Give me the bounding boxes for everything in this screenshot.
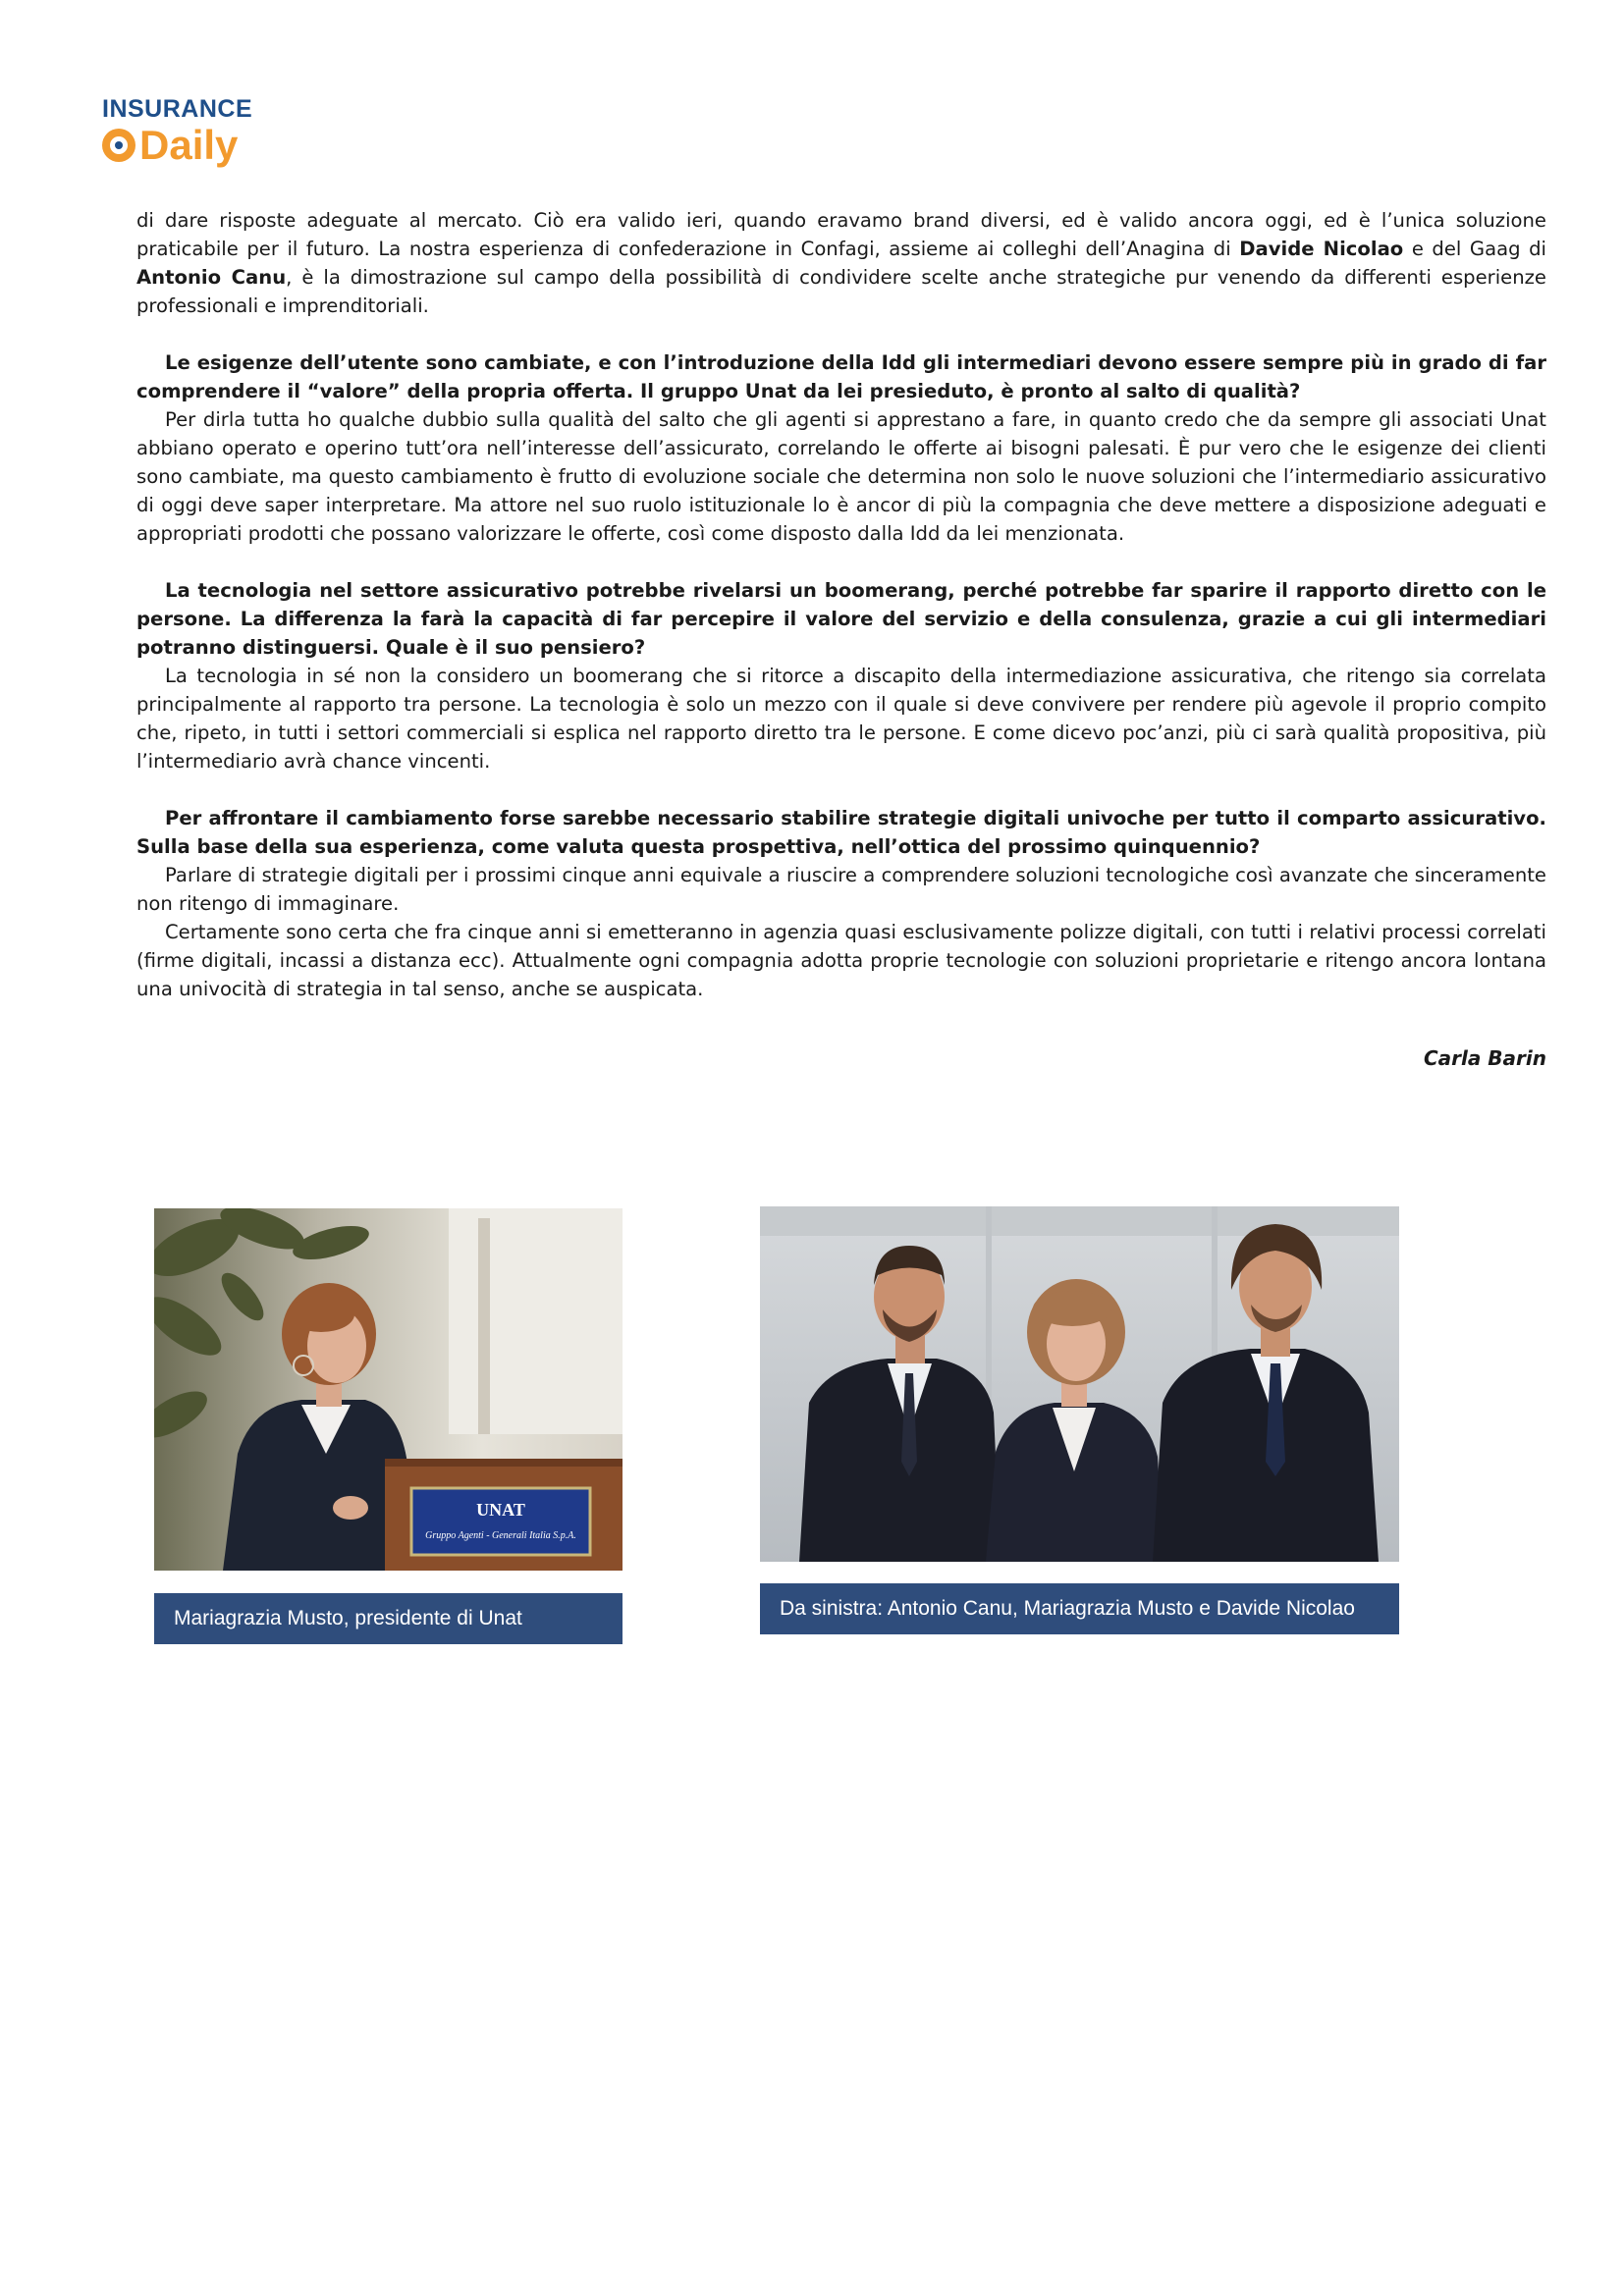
photo-caption-1: Mariagrazia Musto, presidente di Unat [154,1593,623,1644]
question-3: La tecnologia nel settore assicurativo potrebbe rivelarsi un boomerang, perché potrebbe far sparire il rapporto diretto con le persone. La differenza la farà la capacità di far percepire il valore del servizio e della consulenza, grazie a cui gli intermediari potranno distinguersi. Quale è il suo pensiero? [136,579,1546,659]
photo-group [760,1206,1399,1562]
photo-mariagrazia-musto [154,1208,623,1571]
logo-bottom [102,124,279,167]
photo-caption-2: Da sinistra: Antonio Canu, Mariagrazia Musto e Davide Nicolao [760,1583,1399,1634]
question-2: Le esigenze dell’utente sono cambiate, e con l’introduzione della Idd gli intermediari devono essere sempre più in grado di far comprendere il “valore” della propria offerta. Il gruppo Unat da lei presieduto, è pronto al salto di qualità? [136,351,1546,402]
logo-top-text: INSURANCE [102,95,253,123]
insurance-daily-logo [102,96,279,175]
answer-2: Per dirla tutta ho qualche dubbio sulla qualità del salto che gli agenti si apprestano a fare, in quanto credo che da sempre gli associati Unat abbiano operato e operino tutt’ora nell’interesse dell’assicurato, correlando le offerte ai bisogni palesati. È pur vero che le esigenze dei clienti sono cambiate, ma questo cambiamento è frutto di evoluzione sociale che determina non solo le nuove soluzioni che l’intermediario assicurativo di oggi deve saper interpretare. Ma attore nel suo ruolo istituzionale lo è ancor di più la compagnia che deve mettere a disposizione adeguati e appropriati prodotti che possano valorizzare le offerte, così come disposto dalla Idd da lei menzionata. [136,408,1546,545]
podium-sign-subtitle: Gruppo Agenti - Generali Italia S.p.A. [425,1530,576,1541]
paragraph-text: di dare risposte adeguate al mercato. Ciò era valido ieri, quando eravamo brand diversi, ed è valido ancora oggi, ed è l’unica soluzione praticabile per il futuro. La nostra esperienza di confederazione in Confagi, assieme ai colleghi dell’Anagina di [136,209,1546,260]
podium-sign-title: UNAT [476,1500,525,1520]
logo-bottom-text: Daily [139,122,239,168]
question-4: Per affrontare il cambiamento forse sarebbe necessario stabilire strategie digitali univoche per tutto il comparto assicurativo. Sulla base della sua esperienza, come valuta questa prospettiva, nell’ottica del prossimo quinquennio? [136,807,1546,858]
person-name: Davide Nicolao [1239,238,1404,260]
paragraph-intro [136,206,1546,320]
person-name: Antonio Canu [136,266,287,289]
answer-4b: Certamente sono certa che fra cinque anni si emetteranno in agenzia quasi esclusivamente polizze digitali, con tutti i relativi processi correlati (firme digitali, incassi a distanza ecc). Attualmente ogni compagnia adotta proprie tecnologie con soluzioni proprietarie e ritengo ancora lontana una univocità di strategia in tal senso, anche se auspicata. [136,921,1546,1000]
paragraph-text: , è la dimostrazione sul campo della possibilità di condividere scelte anche strategiche pur venendo da differenti esperienze professionali e imprenditoriali. [136,266,1546,317]
article-body [136,206,1546,1003]
at-sign-icon [102,129,135,162]
paragraph-text: e del Gaag di [1403,238,1547,260]
answer-3: La tecnologia in sé non la considero un boomerang che si ritorce a discapito della intermediazione assicurativa, che ritengo sia correlata principalmente al rapporto tra persone. La tecnologia è solo un mezzo con il quale si deve convivere per rendere più agevole il proprio compito che, ripeto, in tutti i settori commerciali si esplica nel rapporto diretto tra le persone. E come dicevo poc’anzi, più ci sarà qualità propositiva, più l’intermediario avrà chance vincenti. [136,665,1546,773]
answer-4a: Parlare di strategie digitali per i prossimi cinque anni equivale a riuscire a comprendere soluzioni tecnologiche così avanzate che sinceramente non ritengo di immaginare. [136,864,1546,915]
author-signature: Carla Barin [1423,1046,1546,1070]
